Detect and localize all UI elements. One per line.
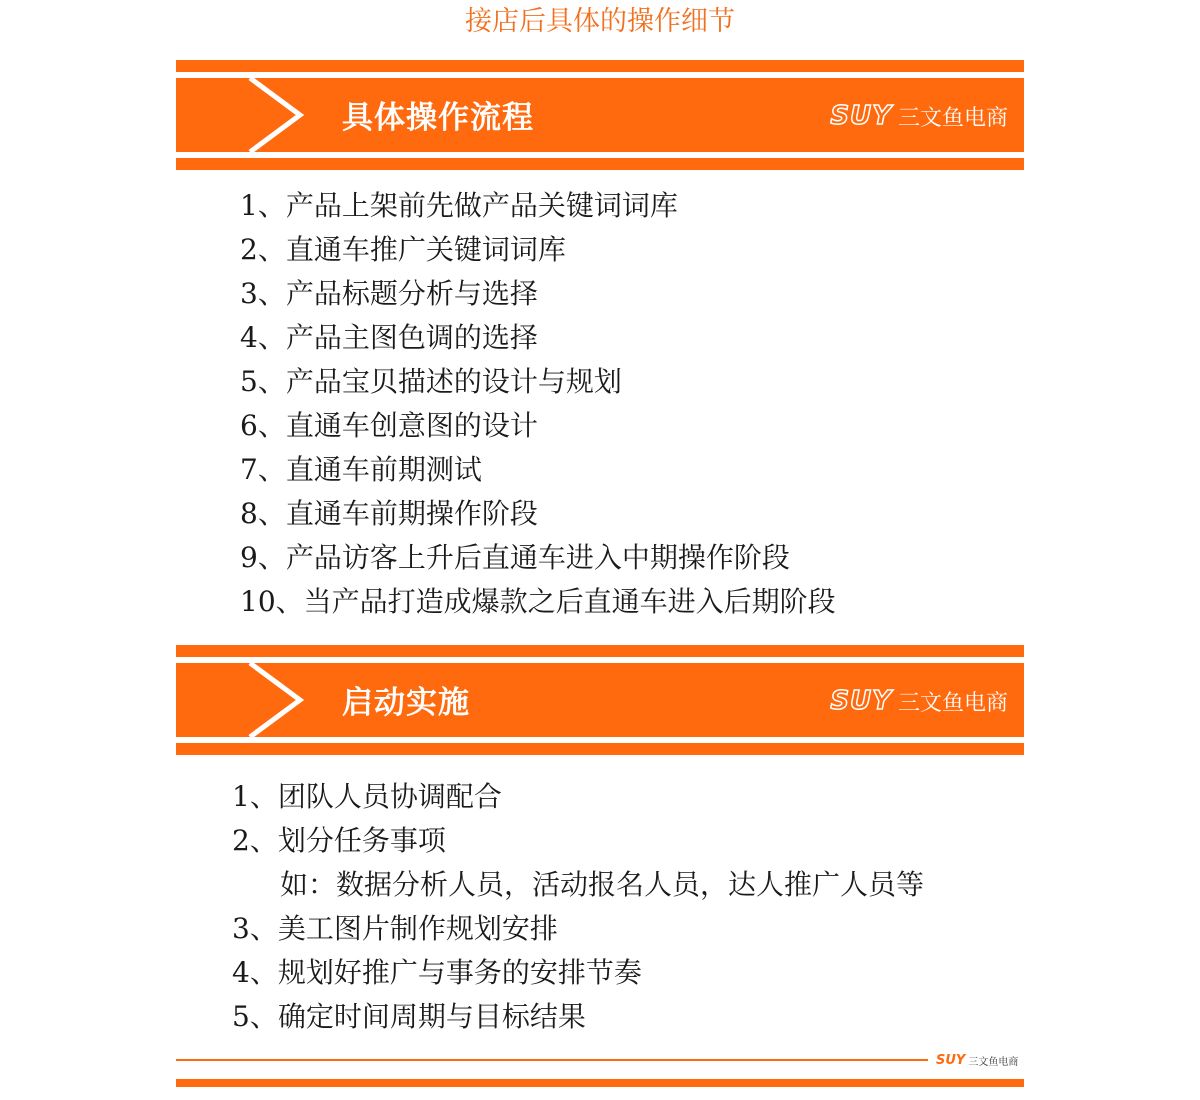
footer-brand-logo [936, 1051, 1018, 1069]
list-item: 1、团队人员协调配合 [232, 780, 502, 813]
brand-name: 三文鱼电商 [897, 690, 1008, 716]
footer-rule [176, 1059, 928, 1061]
section-banner-launch [176, 645, 1024, 755]
list-item: 9、产品访客上升后直通车进入中期操作阶段 [240, 541, 790, 574]
list-item: 5、确定时间周期与目标结果 [232, 1000, 586, 1033]
list-item: 2、划分任务事项 [232, 824, 446, 857]
chevron-right-icon [176, 663, 316, 737]
banner-top-stripe [176, 60, 1024, 72]
list-item: 8、直通车前期操作阶段 [240, 497, 538, 530]
list-item: 5、产品宝贝描述的设计与规划 [240, 365, 622, 398]
process-steps-list [240, 184, 836, 624]
section-banner-process [176, 60, 1024, 170]
list-item: 3、美工图片制作规划安排 [232, 912, 558, 945]
list-item: 3、产品标题分析与选择 [240, 277, 538, 310]
list-item: 6、直通车创意图的设计 [240, 409, 538, 442]
banner-band [176, 663, 1024, 737]
banner-band [176, 78, 1024, 152]
list-item: 4、产品主图色调的选择 [240, 321, 538, 354]
brand-logo [830, 681, 1008, 721]
banner-top-stripe [176, 645, 1024, 657]
brand-logo [830, 96, 1008, 136]
list-item-note: 如：数据分析人员，活动报名人员，达人推广人员等 [280, 868, 925, 901]
banner-bottom-stripe [176, 743, 1024, 755]
page-title: 接店后具体的操作细节 [465, 6, 735, 37]
list-item: 7、直通车前期测试 [240, 453, 482, 486]
footer-stripe [176, 1079, 1024, 1087]
brand-name: 三文鱼电商 [897, 105, 1008, 131]
section-title-launch: 启动实施 [342, 685, 470, 721]
chevron-right-icon [176, 78, 316, 152]
brand-mark-icon: SUY [830, 101, 892, 131]
section-title-process: 具体操作流程 [342, 100, 534, 136]
brand-mark-icon: SUY [830, 686, 892, 716]
banner-bottom-stripe [176, 158, 1024, 170]
brand-mark-icon: SUY [936, 1052, 966, 1068]
list-item: 4、规划好推广与事务的安排节奏 [232, 956, 642, 989]
list-item: 2、直通车推广关键词词库 [240, 233, 566, 266]
launch-steps-list [232, 775, 924, 1039]
list-item: 1、产品上架前先做产品关键词词库 [240, 189, 678, 222]
brand-name: 三文鱼电商 [968, 1056, 1019, 1068]
list-item: 10、当产品打造成爆款之后直通车进入后期阶段 [240, 585, 836, 618]
